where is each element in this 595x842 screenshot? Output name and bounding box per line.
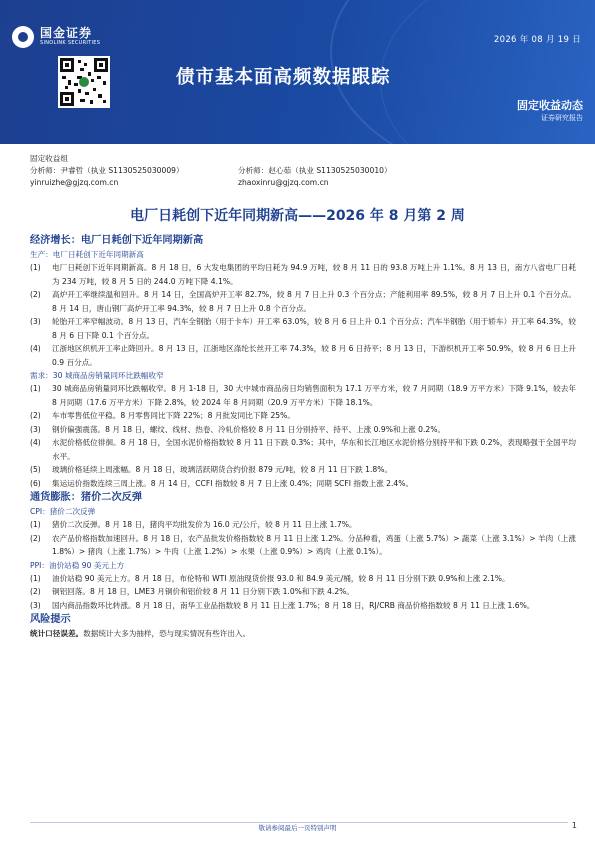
analyst-2-email[interactable]: zhaoxinru@gjzq.com.cn: [238, 178, 329, 187]
list-item-number: (2): [30, 533, 41, 543]
list-item-text: 集运运价指数连续三周上涨。8 月 14 日，CCFI 指数较 8 月 7 日上涨 0.4%；同期 SCFI 指数上涨 2.4%。: [52, 478, 414, 488]
list-item-text: 农产品价格指数加速回升。8 月 18 日，农产品批发价格指数较 8 月 11 日上涨 1.2%。分品种看，鸡蛋（上涨 5.7%）> 蔬菜（上涨 3.1%）> 羊肉（上涨 1.8%）> 猪肉（上涨 1.7%）> 牛肉（上涨 1.2%）> 水果（上涨 0.9%）> 鸡肉（上涨 0.1%）。: [52, 533, 576, 556]
list-item-text: 铜铝回落。8 月 18 日，LME3 月铜价和铝价较 8 月 11 日分别下跌 1.0%和下跌 4.2%。: [52, 587, 354, 596]
list-item: [30, 342, 576, 369]
list-item-number: (3): [30, 424, 41, 434]
list-item: [30, 409, 576, 423]
list-item-number: (3): [30, 317, 41, 326]
list-item: [30, 463, 576, 477]
report-subtype: 证券研究报告: [541, 114, 583, 122]
author-block: [30, 153, 570, 189]
list-item: [30, 382, 576, 409]
list-item-number: (3): [30, 600, 41, 610]
analyst-1: 分析师：尹睿哲（执业 S1130525030009）: [30, 166, 184, 175]
demand-list: [30, 382, 576, 490]
page-number: 1: [571, 821, 577, 830]
list-item-text: 油价站稳 90 美元上方。8 月 18 日，布伦特和 WTI 原油现货价报 93.0 和 84.9 美元/桶，较 8 月 11 日分别下跌 0.9%和上涨 2.1%。: [52, 573, 510, 583]
ppi-list: [30, 572, 576, 613]
list-item-number: (2): [30, 290, 41, 299]
document-title: 电厂日耗创下近年同期新高——2026 年 8 月第 2 周: [130, 208, 465, 224]
list-item-number: (1): [30, 520, 41, 529]
list-item-number: (4): [30, 438, 41, 447]
brand-name-cn: 国金证券: [40, 26, 93, 40]
section-risk-title: 风险提示: [30, 614, 71, 625]
list-item-number: (1): [30, 384, 41, 393]
list-item-text: 电厂日耗创下近年同期新高。8 月 18 日，6 大发电集团的平均日耗为 94.9 万吨，较 8 月 11 日的 93.8 万吨上升 1.1%。8 月 13 日，南方八省电厂日耗为 234 万吨，较 8 月 5 日的 244.0 万吨下降 4.1%。: [52, 263, 576, 286]
analyst-1-email[interactable]: yinruizhe@gjzq.com.cn: [30, 178, 119, 187]
research-group: 固定收益组: [30, 154, 68, 163]
qr-code-icon: [58, 56, 110, 108]
list-item-text: 轮胎开工率窄幅波动。8 月 13 日，汽车全钢胎（用于卡车）开工率 63.0%，较 8 月 6 日上升 0.1 个百分点；汽车半钢胎（用于轿车）开工率 64.3%，较 8 月 6 日下降 0.1 个百分点。: [52, 317, 576, 340]
list-item: [30, 518, 576, 532]
list-item: [30, 532, 576, 559]
list-item: [30, 572, 576, 586]
list-item: [30, 423, 576, 437]
list-item-number: (1): [30, 263, 41, 272]
report-title: 债市基本面高频数据跟踪: [176, 67, 391, 88]
list-item-number: (6): [30, 478, 41, 488]
list-item: [30, 477, 576, 491]
report-type: 固定收益动态: [517, 99, 583, 112]
list-item-text: 30 城商品房销量同环比跌幅收窄。8 月 1-18 日，30 大中城市商品房日均销售面积为 17.1 万平方米，较 7 月同期（18.9 万平方米）下降 9.1%，较去年 8 月同期（17.6 万平方米）下降 2.8%，较 2024 年 8 月同期（20.9 万平方米）下降 18.1%。: [52, 384, 576, 407]
risk-note-text: 数据统计大多为抽样，恐与现实情况有些许出入。: [83, 629, 251, 638]
list-item-text: 猪价二次反弹。8 月 18 日，猪肉平均批发价为 16.0 元/公斤，较 8 月 11 日上涨 1.7%。: [52, 520, 357, 529]
subsection-ppi-title: PPI：油价站稳 90 美元上方: [30, 560, 125, 570]
cpi-list: [30, 518, 576, 559]
analyst-2: 分析师：赵心茹（执业 S1130525030010）: [238, 166, 392, 175]
section-inflation-title: 通货膨胀：猪价二次反弹: [30, 492, 143, 503]
list-item-number: (2): [30, 587, 41, 596]
risk-note-bold: 统计口径误差。: [30, 629, 84, 638]
list-item-text: 钢价偏强震荡。8 月 18 日，螺纹、线材、热卷、冷轧价格较 8 月 11 日分别持平、持平、上涨 0.9%和上涨 0.2%。: [52, 424, 446, 434]
production-list: [30, 261, 576, 369]
list-item-text: 江浙地区织机开工率止降回升。8 月 13 日，江浙地区涤纶长丝开工率 74.3%，较 8 月 6 日持平；8 月 13 日，下游织机开工率 50.9%，较 8 月 6 日上升 0.9 百分点。: [52, 344, 576, 367]
brand-logo: [12, 26, 100, 48]
list-item: [30, 261, 576, 288]
brand-name-en: SINOLINK SECURITIES: [40, 40, 101, 46]
list-item-number: (5): [30, 465, 41, 474]
list-item: [30, 585, 576, 599]
risk-note: [30, 627, 576, 641]
list-item-number: (1): [30, 573, 41, 583]
list-item: [30, 288, 576, 315]
list-item-text: 高炉开工率继续温和回升。8 月 14 日，全国高炉开工率 82.7%，较 8 月 7 日上升 0.3 个百分点；产能利用率 89.5%，较 8 月 7 日上升 0.1 个百分点。8 月 14 日，唐山钢厂高炉开工率 94.3%，较 8 月 7 日上升 0.8 个百分点。: [52, 290, 576, 313]
header-banner: [0, 0, 595, 144]
list-item: [30, 436, 576, 463]
report-date: 2026 年 08 月 19 日: [493, 35, 581, 45]
list-item: [30, 599, 576, 613]
list-item: [30, 315, 576, 342]
subsection-production-title: 生产：电厂日耗创下近年同期新高: [30, 250, 144, 259]
subsection-cpi-title: CPI：猪价二次反弹: [30, 507, 96, 516]
list-item-text: 车市零售低位平稳。8 月零售同比下降 22%；8 月批发同比下降 25%。: [52, 411, 295, 420]
list-item-number: (2): [30, 411, 41, 420]
list-item-text: 玻璃价格延续上周涨幅。8 月 18 日，玻璃活跃期货合约价报 879 元/吨，较 8 月 11 日下跌 1.8%。: [52, 465, 393, 474]
list-item-number: (4): [30, 344, 41, 353]
report-body: [30, 233, 576, 641]
list-item-text: 国内商品指数环比转涨。8 月 18 日，南华工业品指数较 8 月 11 日上涨 1.7%；8 月 18 日，RJ/CRB 商品价格指数较 8 月 11 日上涨 1.6%。: [52, 600, 535, 610]
footer-disclaimer: 敬请参阅最后一页特别声明: [0, 823, 595, 832]
list-item-text: 水泥价格低位徘徊。8 月 18 日，全国水泥价格指数较 8 月 11 日下跌 0.3%；其中，华东和长江地区水泥价格分别持平和下跌 0.2%，表现略强于全国平均水平。: [52, 438, 576, 461]
section-growth-title: 经济增长：电厂日耗创下近年同期新高: [30, 235, 204, 246]
subsection-demand-title: 需求：30 城商品房销量同环比跌幅收窄: [30, 371, 164, 380]
sinolink-logo-icon: [12, 26, 34, 48]
